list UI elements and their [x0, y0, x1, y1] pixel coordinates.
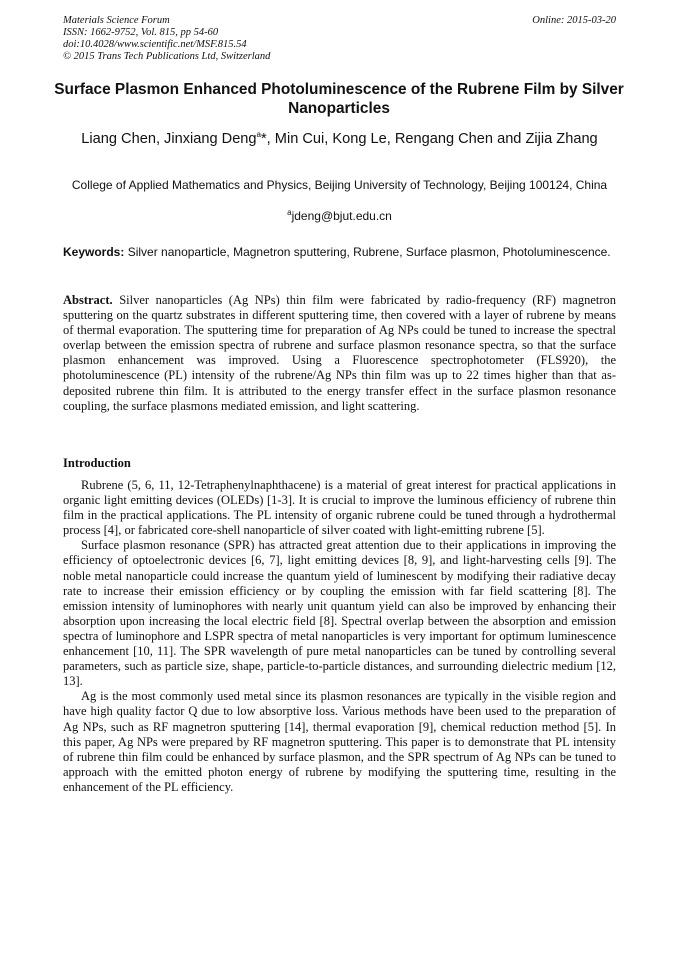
abstract-label: Abstract.	[63, 293, 113, 307]
email-superscript: a	[287, 208, 292, 217]
intro-paragraph: Surface plasmon resonance (SPR) has attracted great attention due to their applications in improving the efficiency of optoelectronic devices [6, 7], light emitting devices [8, 9], and light-harvesting cells [9]. The noble metal nanoparticle could increase the quantum yield of luminescent by modifying their radiative decay rate to increase their emission efficiency or by coupling the emission with far field scattering [8]. The emission intensity of luminophores with nearly unit quantum yield can also be improved by enhancing their absorption upon increasing the local electric field [8]. Spectral overlap between the absorption and emission spectra of luminophore and LSPR spectra of metal nanoparticles is very important for optimum luminescence enhancement [10, 11]. The SPR wavelength of pure metal nanoparticles can be tuned by controlling several parameters, such as particle size, shape, particle-to-particle distances, and surrounding dielectric medium [12, 13].	[63, 538, 616, 689]
affiliation: College of Applied Mathematics and Physics, Beijing University of Technology, Beijing 100124, China	[71, 178, 608, 192]
authors-after: *, Min Cui, Kong Le, Rengang Chen and Zijia Zhang	[261, 131, 598, 147]
journal-name: Materials Science Forum	[63, 15, 170, 26]
doi-line: doi:10.4028/www.scientific.net/MSF.815.54	[63, 39, 247, 50]
keywords-label: Keywords:	[63, 245, 125, 259]
author-list	[63, 130, 616, 149]
copyright-line: © 2015 Trans Tech Publications Ltd, Switzerland	[63, 51, 271, 62]
keywords-text: Silver nanoparticle, Magnetron sputtering, Rubrene, Surface plasmon, Photoluminescence.	[127, 245, 611, 259]
authors-before: Liang Chen, Jinxiang Deng	[81, 131, 257, 147]
online-date: Online: 2015-03-20	[532, 15, 616, 26]
intro-paragraph: Ag is the most commonly used metal since its plasmon resonances are typically in the visible region and have high quality factor Q due to low absorptive loss. Various methods have been used to the preparation of Ag NPs, such as RF magnetron sputtering [14], thermal evaporation [9], chemical reduction method [5]. In this paper, Ag NPs were prepared by RF magnetron sputtering. This paper is to demonstrate that PL intensity of rubrene thin film could be enhanced by surface plasmon, and the SPR spectrum of Ag NPs can be tuned to approach with the emitted photon energy of rubrene by modifying the sputtering time, resulting in the enhancement of the PL efficiency.	[63, 689, 616, 794]
author-superscript: a	[256, 130, 261, 140]
email-address: jdeng@bjut.edu.cn	[291, 209, 392, 223]
paper-title: Surface Plasmon Enhanced Photoluminescence of the Rubrene Film by Silver Nanoparticles	[54, 81, 624, 117]
introduction-heading: Introduction	[63, 456, 131, 470]
journal-header	[63, 15, 616, 63]
abstract-block	[63, 293, 616, 414]
email-line	[63, 208, 616, 224]
keywords-block	[63, 245, 616, 259]
introduction-body	[63, 478, 616, 795]
intro-paragraph: Rubrene (5, 6, 11, 12-Tetraphenylnaphthacene) is a material of great interest for practical applications in organic light emitting devices (OLEDs) [1-3]. It is crucial to improve the luminous efficiency of rubrene thin film in the practical applications. The PL intensity of organic rubrene could be tuned through a hydrothermal process [4], or fabricated core-shell nanoparticle of silver coated with light-emitting rubrene [5].	[63, 478, 616, 538]
issn-line: ISSN: 1662-9752, Vol. 815, pp 54-60	[63, 27, 219, 38]
abstract-text: Silver nanoparticles (Ag NPs) thin film were fabricated by radio-frequency (RF) magnetron sputtering on the quartz substrates in different sputtering time, then covered with a layer of rubrene by means of thermal evaporation. The sputtering time for preparation of Ag NPs could be tuned to increase the spectral overlap between the emission spectra of rubrene and surface plasmon resonance spectra, so that the surface plasmon enhancement was improved. Using a Fluorescence spectrophotometer (FLS920), the photoluminescence (PL) intensity of the rubrene/Ag NPs thin film was up to 22 times higher than that as-deposited rubrene thin film. It is attributed to the energy transfer effect in the surface plasmon resonance coupling, the surface plasmons mediated emission, and light scattering.	[63, 293, 616, 413]
